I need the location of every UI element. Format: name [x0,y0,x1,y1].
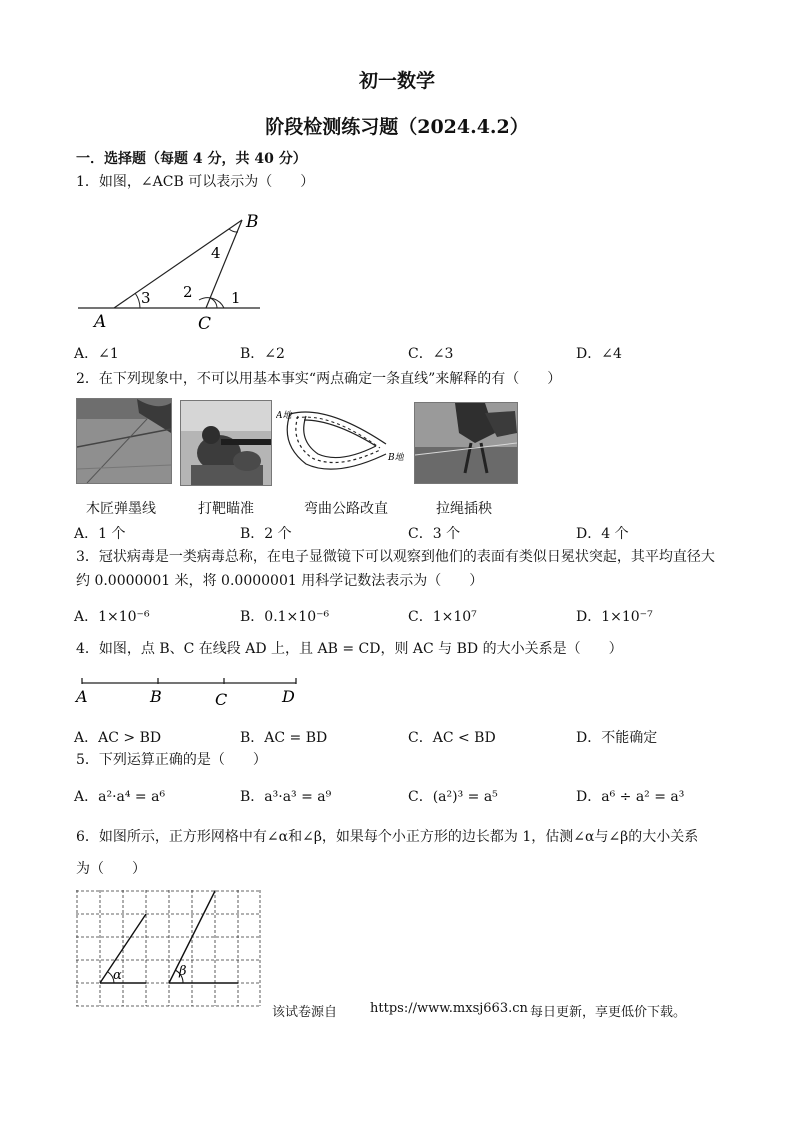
q4-option-a: A．AC > BD [74,730,162,746]
map-label-b: B地 [388,453,404,463]
q4-option-b: B．AC = BD [240,730,328,746]
q4-label-A: A [76,687,88,706]
q1-option-a: A．∠1 [74,346,119,362]
q1-option-c: C．∠3 [408,346,454,362]
q1-option-d: D．∠4 [576,346,622,362]
map-curved-road [276,404,404,478]
angle-alpha-label: α [113,968,122,983]
q1-label-C: C [198,314,212,334]
photo-target-aiming [180,400,272,486]
q2-option-d: D．4 个 [576,526,629,542]
q1-label-A: A [94,312,107,332]
footer-url-link[interactable]: https://www.mxsj663.cn [370,1001,528,1016]
q4-label-B: B [150,687,162,706]
q4-label-D: D [282,687,295,706]
question-4-stem: 4．如图，点 B、C 在线段 AD 上，且 AB = CD，则 AC 与 BD 的大小关系是（ ） [76,641,623,657]
q1-label-3: 3 [141,289,151,307]
caption-planting: 拉绳插秧 [436,501,492,517]
question-6-stem-line-2: 为（ ） [76,861,146,877]
map-label-a: A地 [276,411,292,421]
angle-beta-label: β [179,964,187,979]
q1-label-4: 4 [211,244,221,262]
q2-option-c: C．3 个 [408,526,461,542]
q3-option-b: B．0.1×10⁻⁶ [240,609,330,625]
photo-carpenter-ink-line [76,398,172,484]
q5-option-c: C．(a²)³ = a⁵ [408,789,498,805]
page-subtitle: 阶段检测练习题（2024.4.2） [265,116,529,138]
q5-option-a: A．a²·a⁴ = a⁶ [74,789,166,805]
caption-carpenter: 木匠弹墨线 [86,501,156,517]
photo-rice-planting [414,402,518,484]
q3-option-d: D．1×10⁻⁷ [576,609,653,625]
question-6-stem-line-1: 6．如图所示，正方形网格中有∠α和∠β，如果每个小正方形的边长都为 1，估测∠α与∠β的大小关系 [76,829,699,845]
question-1-figure [74,205,274,335]
q1-option-b: B．∠2 [240,346,285,362]
question-4-segment-figure [74,668,314,712]
q1-label-B: B [246,212,259,232]
question-5-stem: 5．下列运算正确的是（ ） [76,752,267,768]
q4-option-d: D．不能确定 [576,730,658,746]
page-title: 初一数学 [358,70,435,92]
question-2-stem: 2．在下列现象中，不可以用基本事实“两点确定一条直线”来解释的有（ ） [76,371,562,387]
q2-option-b: B．2 个 [240,526,292,542]
question-3-stem-line-2: 约 0.0000001 米，将 0.0000001 用科学记数法表示为（ ） [76,573,484,589]
footer-source-text: 该试卷源自 [272,1005,338,1020]
question-3-stem-line-1: 3．冠状病毒是一类病毒总称，在电子显微镜下可以观察到他们的表面有类似日冕状突起，其平均直径大 [76,549,715,565]
q2-option-a: A．1 个 [74,526,126,542]
q3-option-a: A．1×10⁻⁶ [74,609,150,625]
section-heading: 一．选择题（每题 4 分，共 40 分） [76,151,307,167]
q1-label-2: 2 [183,283,193,301]
q4-label-C: C [215,690,228,709]
caption-target: 打靶瞄准 [198,501,254,517]
footer-tagline: 每日更新，享更低价下载。 [530,1005,687,1020]
question-6-grid-figure [76,890,266,1010]
q3-option-c: C．1×10⁷ [408,609,477,625]
question-1-stem: 1．如图，∠ACB 可以表示为（ ） [76,174,315,190]
q5-option-d: D．a⁶ ÷ a² = a³ [576,789,685,805]
q1-label-1: 1 [231,289,241,307]
q5-option-b: B．a³·a³ = a⁹ [240,789,332,805]
caption-road: 弯曲公路改直 [304,501,388,517]
q4-option-c: C．AC < BD [408,730,496,746]
